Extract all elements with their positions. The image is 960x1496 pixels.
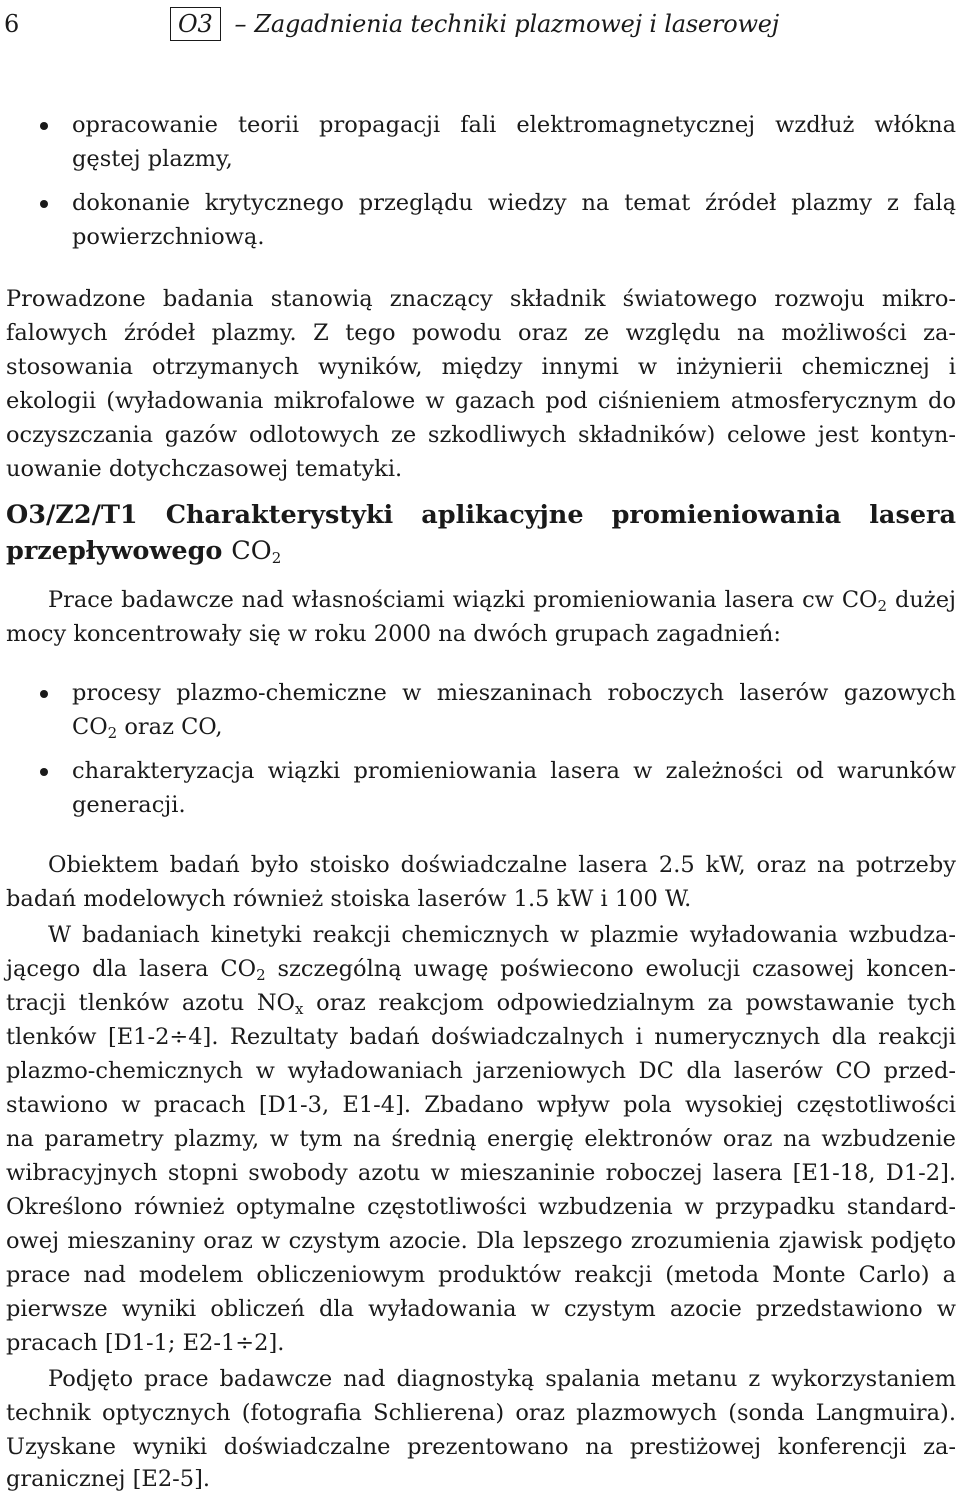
bullet-line: opracowanie teorii propagacji fali elektromagnetycznej wzdłuż włókna [72, 112, 956, 138]
paragraph-line: Prace badawcze nad własnościami wiązki promieniowania lasera cw $CO_2$ dużej [48, 587, 956, 615]
paragraph-line: tracji tlenków azotu $NO_x$ oraz reakcjom odpowiedzialnym za powstawanie tych [6, 990, 956, 1018]
header-title: Zagadnienia techniki plazmowej i laserowej [254, 10, 780, 38]
bullet-line: procesy plazmo-chemiczne w mieszaninach roboczych laserów gazowych [72, 680, 956, 706]
bullet-dot [40, 768, 48, 776]
bullet-line: generacji. [72, 792, 186, 818]
bullet-dot [40, 690, 48, 698]
paragraph-line: uowanie dotychczasowej tematyki. [6, 456, 403, 482]
bullet-dot [40, 200, 48, 208]
paragraph-line: Obiektem badań było stoisko doświadczalne lasera 2.5 kW, oraz na potrzeby [48, 852, 956, 878]
bullet-line: dokonanie krytycznego przeglądu wiedzy na temat źródeł plazmy z falą [72, 190, 956, 216]
paragraph-line: technik optycznych (fotografia Schlierena) oraz plazmowych (sonda Langmuira). [6, 1400, 956, 1426]
paragraph-line: plazmo-chemicznych w wyładowaniach jarzeniowych DC dla laserów CO przed- [6, 1058, 956, 1084]
bullet-line: $CO_2$ oraz CO, [72, 714, 223, 742]
page-number: 6 [4, 10, 20, 38]
bullet-line: gęstej plazmy, [72, 146, 233, 172]
section-code-box: O3 [170, 7, 221, 41]
paragraph-line: na parametry plazmy, w tym na średnią energię elektronów oraz na wzbudzenie [6, 1126, 956, 1152]
paragraph-line: stawiono w pracach [D1-3, E1-4]. Zbadano wpływ pola wysokiej częstotliwości [6, 1092, 956, 1118]
paragraph-line: Podjęto prace badawcze nad diagnostyką spalania metanu z wykorzystaniem [48, 1366, 956, 1392]
paragraph-line: stosowania otrzymanych wyników, między innymi w inżynierii chemicznej i [6, 354, 956, 380]
paragraph-line: Prowadzone badania stanowią znaczący składnik światowego rozwoju mikro- [6, 286, 956, 312]
bullet-dot [40, 122, 48, 130]
paragraph-line: pracach [D1-1; E2-1÷2]. [6, 1330, 285, 1356]
bullet-line: powierzchniową. [72, 224, 265, 250]
page-header [4, 6, 779, 42]
paragraph-line: jącego dla lasera $CO_2$ szczególną uwagę poświecono ewolucji czasowej koncen- [6, 956, 957, 984]
paragraph-line: Uzyskane wyniki doświadczalne prezentowano na prestiżowej konferencji za- [6, 1434, 956, 1460]
section-heading-text: przepływowego [6, 536, 223, 566]
paragraph-line: ekologii (wyładowania mikrofalowe w gazach pod ciśnieniem atmosferycznym do [6, 388, 956, 414]
paragraph-line: pierwsze wyniki obliczeń dla wyładowania w czystym azocie przedstawiono w [6, 1296, 956, 1322]
header-dash: – [234, 10, 247, 38]
paragraph-line: granicznej [E2-5]. [6, 1466, 211, 1492]
paragraph-line: falowych źródeł plazmy. Z tego powodu oraz ze względu na możliwości za- [6, 320, 956, 346]
paragraph-line: mocy koncentrowały się w roku 2000 na dwóch grupach zagadnień: [6, 621, 781, 647]
paragraph-line: oczyszczania gazów odlotowych ze szkodliwych składników) celowe jest kontyn- [6, 422, 956, 448]
bullet-line: charakteryzacja wiązki promieniowania lasera w zależności od warunków [72, 758, 956, 784]
paragraph-line: W badaniach kinetyki reakcji chemicznych w plazmie wyładowania wzbudza- [48, 922, 956, 948]
section-heading-formula: $CO_2$ [231, 536, 282, 567]
section-heading: O3/Z2/T1 Charakterystyki aplikacyjne promieniowania lasera [6, 500, 956, 530]
paragraph-line: wibracyjnych stopni swobody azotu w mieszaninie roboczej lasera [E1-18, D1-2]. [6, 1160, 956, 1186]
paragraph-line: tlenków [E1-2÷4]. Rezultaty badań doświadczalnych i numerycznych dla reakcji [6, 1024, 956, 1050]
paragraph-line: prace nad modelem obliczeniowym produktów reakcji (metoda Monte Carlo) a [6, 1262, 956, 1288]
paragraph-line: badań modelowych również stoiska laserów 1.5 kW i 100 W. [6, 886, 692, 912]
paragraph-line: Określono również optymalne częstotliwości wzbudzenia w przypadku standard- [6, 1194, 956, 1220]
section-heading-line2 [6, 533, 281, 569]
paragraph-line: owej mieszaniny oraz w czystym azocie. Dla lepszego zrozumienia zjawisk podjęto [6, 1228, 956, 1254]
